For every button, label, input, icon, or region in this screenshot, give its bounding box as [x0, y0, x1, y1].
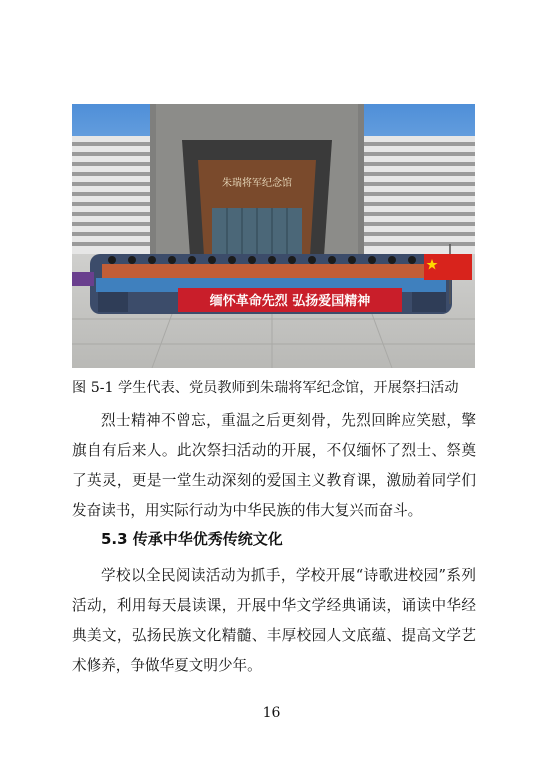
figure-caption: 图 5-1 学生代表、党员教师到朱瑞将军纪念馆，开展祭扫活动: [72, 380, 459, 396]
right-wing: [360, 136, 475, 256]
paragraph-memorial: 烈士精神不曾忘，重温之后更刻骨，先烈回眸应笑慰，擎旗自有后来人。此次祭扫活动的开展，不仅缅怀了烈士、祭奠了英灵，更是一堂生动深刻的爱国主义教育课，激励着同学们发奋读书，用实际行动为中华民族的伟大复兴而奋斗。: [72, 412, 476, 519]
paragraph-culture: 学校以全民阅读活动为抓手，学校开展“诗歌进校园”系列活动，利用每天晨读课，开展中华文学经典诵读，诵读中华经典美文，弘扬民族文化精髓、丰厚校园人文底蕴、提高文学艺术修养，争做华夏文明少年。: [72, 567, 476, 674]
left-wing: [72, 136, 158, 256]
purple-banner: [72, 272, 94, 286]
section-heading: 5.3 传承中华优秀传统文化: [101, 530, 283, 548]
page-number: 16: [262, 705, 281, 721]
red-banner-text: 缅怀革命先烈 弘扬爱国精神: [209, 294, 371, 309]
memorial-group-photo: [72, 104, 475, 368]
building-sign: 朱瑞将军纪念馆: [222, 178, 292, 189]
